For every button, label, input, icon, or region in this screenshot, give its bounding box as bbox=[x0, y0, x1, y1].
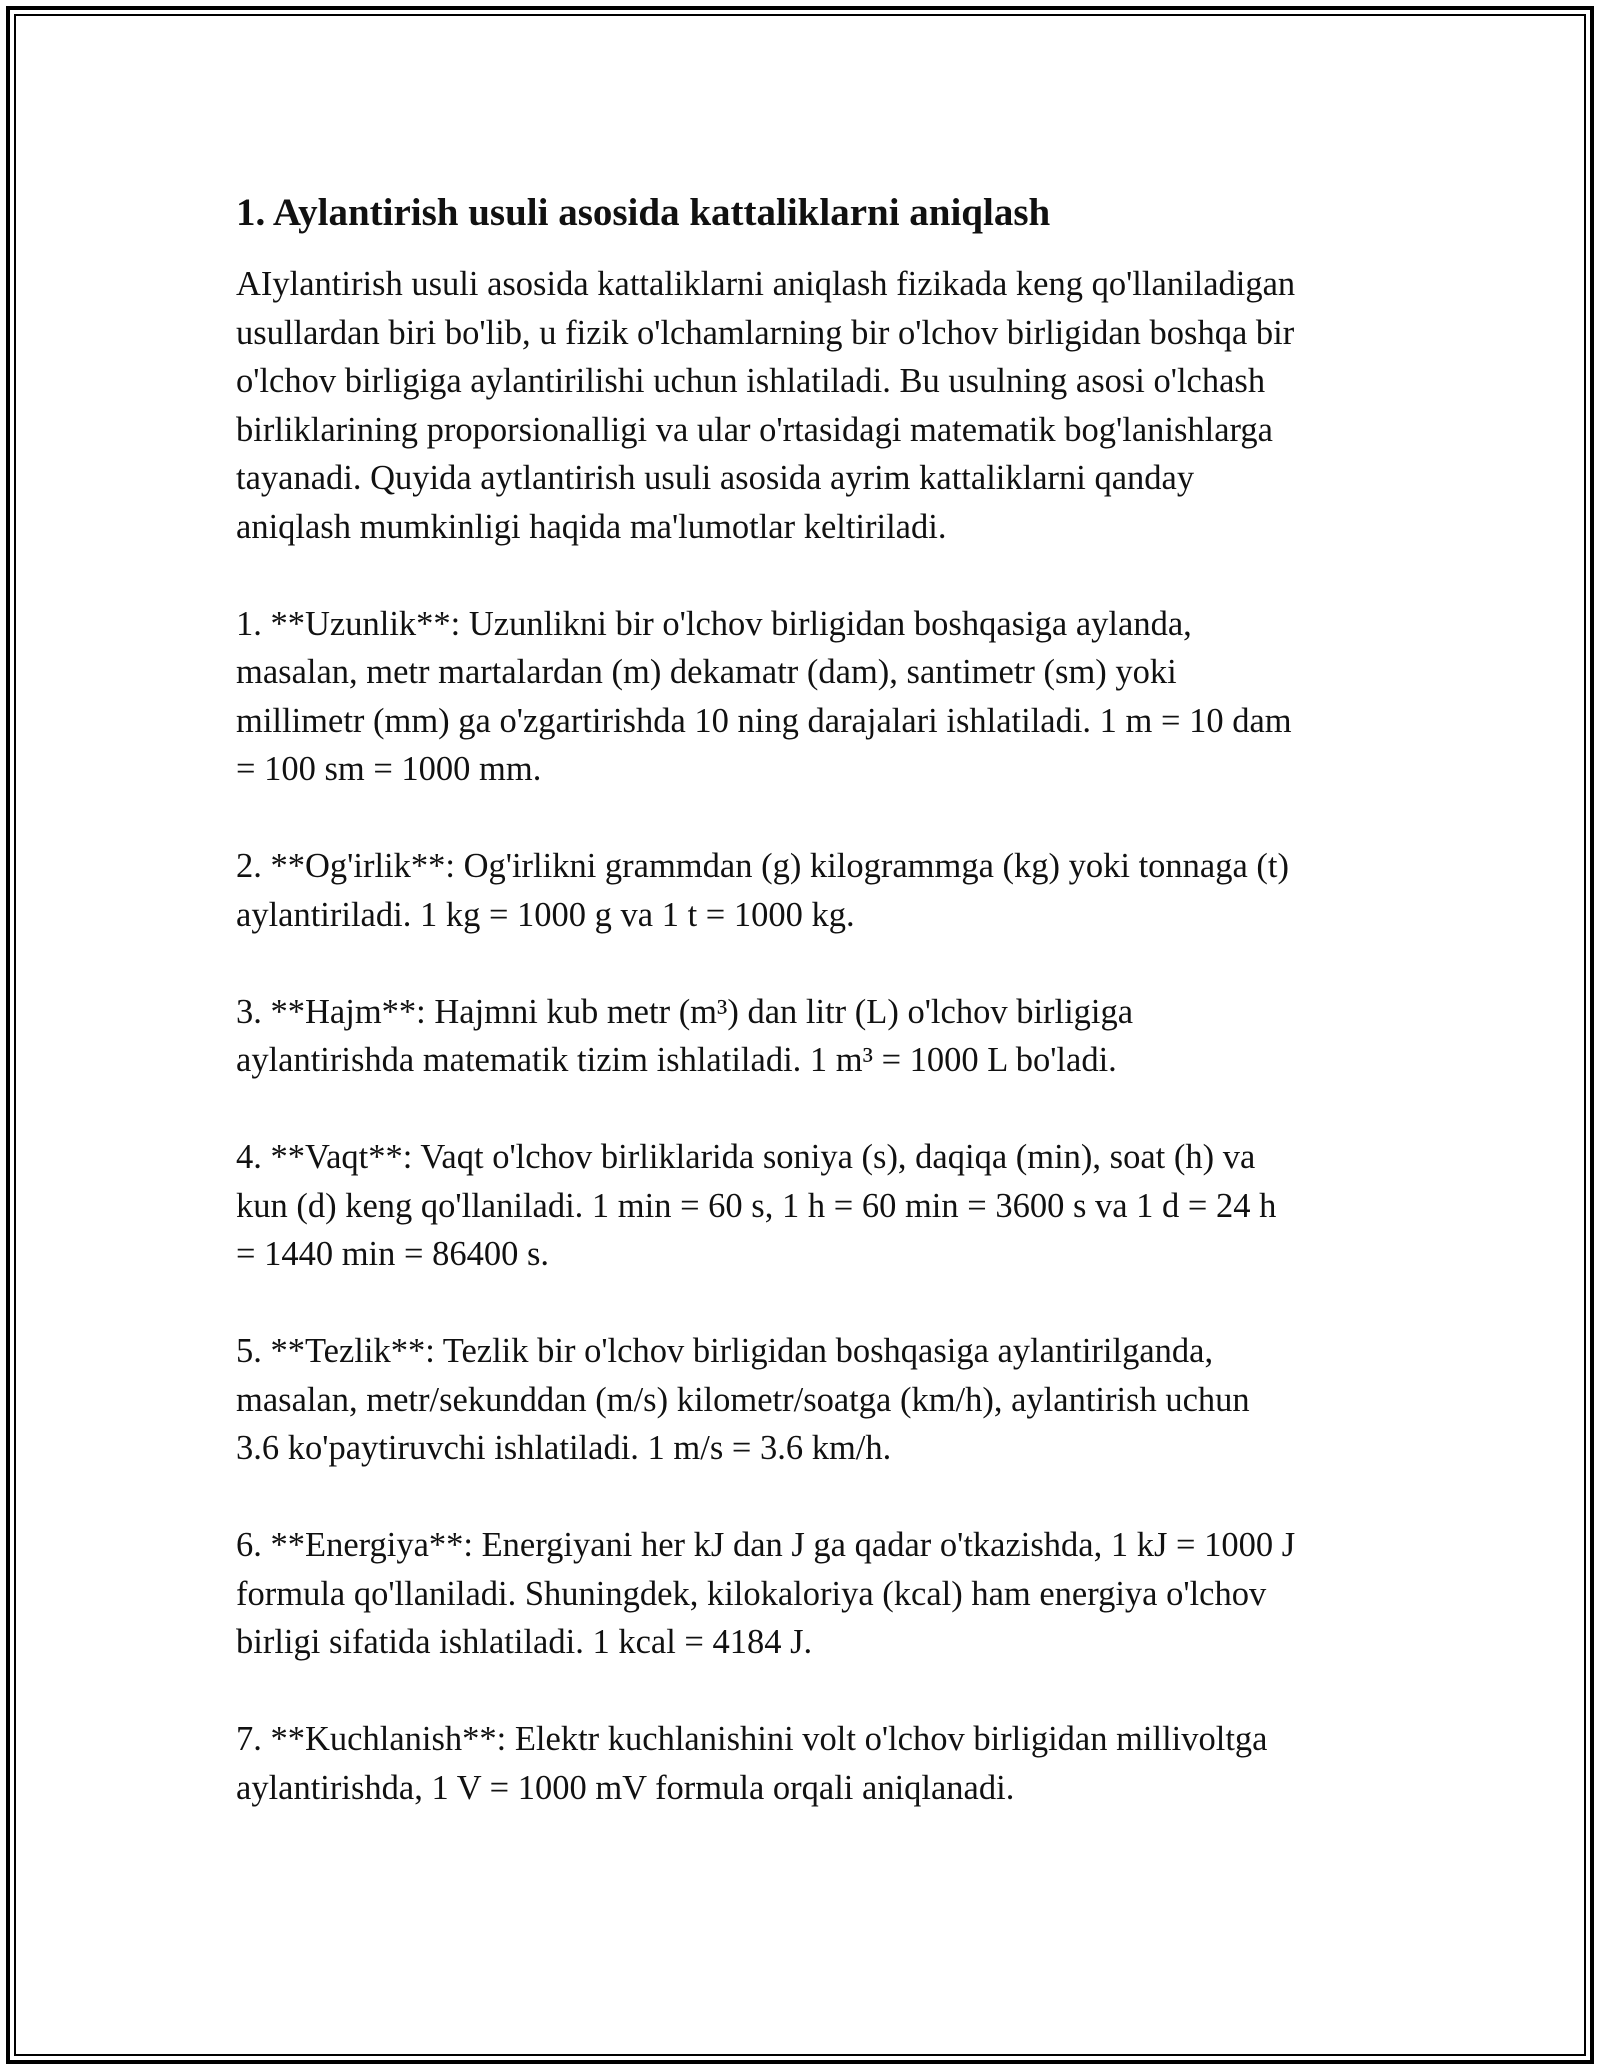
paragraph-gap bbox=[236, 794, 1366, 843]
list-item-weight: 2. **Og'irlik**: Og'irlikni grammdan (g) kilogrammga (kg) yoki tonnaga (t) aylantiriladi. 1 kg = 1000 g va 1 t = 1000 kg. bbox=[236, 847, 1289, 934]
list-item-speed: 5. **Tezlik**: Tezlik bir o'lchov birligidan boshqasiga aylantirilganda, masalan, metr/sekunddan (m/s) kilometr/soatga (km/h), aylantirish uchun 3.6 ko'paytiruvchi ishlatiladi. 1 m/s = 3.6 km/h. bbox=[236, 1332, 1250, 1467]
document-body bbox=[236, 178, 1366, 1812]
paragraph-gap bbox=[236, 1473, 1366, 1522]
list-item-length: 1. **Uzunlik**: Uzunlikni bir o'lchov birligidan boshqasiga aylanda, masalan, metr martalardan (m) dekamatr (dam), santimetr (sm) yoki millimetr (mm) ga o'zgartirishda 10 ning darajalari ishlatiladi. 1 m = 10 dam = 100 sm = 1000 mm. bbox=[236, 604, 1292, 788]
paragraph-gap bbox=[236, 551, 1366, 600]
paragraph-gap bbox=[236, 1085, 1366, 1134]
intro-paragraph: AIylantirish usuli asosida kattaliklarni aniqlash fizikada keng qo'llaniladigan usullardan biri bo'lib, u fizik o'lchamlarning bir o'lchov birligidan boshqa bir o'lchov birligiga aylantirilishi uchun ishlatiladi. Bu usulning asosi o'lchash birliklarining proporsionalligi va ular o'rtasidagi matematik bog'lanishlarga tayanadi. Quyida aytlantirish usuli asosida ayrim kattaliklarni qanday aniqlash mumkinligi haqida ma'lumotlar keltiriladi. bbox=[236, 265, 1296, 546]
list-item-voltage: 7. **Kuchlanish**: Elektr kuchlanishini volt o'lchov birligidan millivoltga aylantirishda, 1 V = 1000 mV formula orqali aniqlanadi. bbox=[236, 1720, 1268, 1807]
paragraph-gap bbox=[236, 1279, 1366, 1328]
document-title: 1. Aylantirish usuli asosida kattaliklarni aniqlash bbox=[236, 191, 1051, 234]
list-item-energy: 6. **Energiya**: Energiyani her kJ dan J ga qadar o'tkazishda, 1 kJ = 1000 J formula qo'llaniladi. Shuningdek, kilokaloriya (kcal) ham energiya o'lchov birligi sifatida ishlatiladi. 1 kcal = 4184 J. bbox=[236, 1526, 1296, 1661]
list-item-time: 4. **Vaqt**: Vaqt o'lchov birliklarida soniya (s), daqiqa (min), soat (h) va kun (d) keng qo'llaniladi. 1 min = 60 s, 1 h = 60 min = 3600 s va 1 d = 24 h = 1440 min = 86400 s. bbox=[236, 1138, 1277, 1273]
paragraph-gap bbox=[236, 939, 1366, 988]
list-item-volume: 3. **Hajm**: Hajmni kub metr (m³) dan litr (L) o'lchov birligiga aylantirishda matematik tizim ishlatiladi. 1 m³ = 1000 L bo'ladi. bbox=[236, 992, 1134, 1079]
paragraph-gap bbox=[236, 1667, 1366, 1716]
